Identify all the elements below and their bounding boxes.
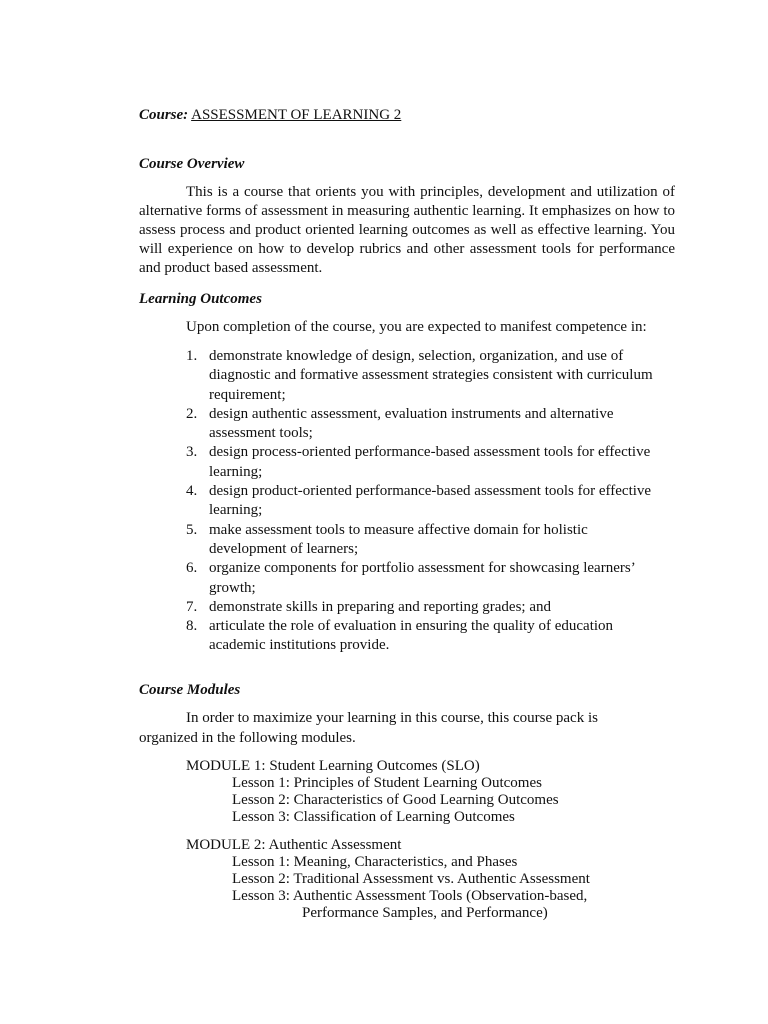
course-modules-intro-line1: In order to maximize your learning in this course, this course pack is [186,710,598,726]
learning-outcomes-list [186,347,656,656]
list-item-text: organize components for portfolio assessment for showcasing learners’ growth; [209,560,635,596]
lesson-item: Lesson 3: Classification of Learning Outcomes [232,809,515,825]
list-item-text: design process-oriented performance-based assessment tools for effective learning; [209,444,651,480]
list-item [186,559,656,598]
list-item [186,443,656,482]
course-overview-text: This is a course that orients you with principles, development and utilization of alternative forms of assessment in measuring authentic learning. It emphasizes on how to assess process and product oriented learning outcomes as well as effective learning. You will experience on how to develop rubrics and other assessment tools for performance and product based assessment. [139,184,675,276]
list-item-number: 8. [186,618,198,635]
lesson-item-continuation: Performance Samples, and Performance) [302,905,548,921]
list-item-text: make assessment tools to measure affective domain for holistic development of learners; [209,521,588,557]
list-item [186,405,656,444]
list-item-number: 3. [186,444,198,461]
list-item-number: 6. [186,560,198,577]
list-item [186,482,656,521]
course-label: Course: [139,107,189,123]
lesson-item: Lesson 2: Characteristics of Good Learning Outcomes [232,792,559,808]
course-overview-heading: Course Overview [139,156,245,172]
list-item-number: 7. [186,598,198,615]
list-item-number: 2. [186,405,198,422]
lesson-item: Lesson 1: Principles of Student Learning Outcomes [232,775,542,791]
module-1-title: MODULE 1: Student Learning Outcomes (SLO) [186,758,480,774]
learning-outcomes-heading: Learning Outcomes [139,291,262,307]
course-modules-heading: Course Modules [139,682,241,698]
lesson-item: Lesson 1: Meaning, Characteristics, and Phases [232,854,518,870]
list-item-number: 1. [186,348,198,364]
course-title-line [139,105,401,125]
module-1-block [186,758,559,826]
learning-outcomes-intro: Upon completion of the course, you are expected to manifest competence in: [186,319,647,335]
module-2-title: MODULE 2: Authentic Assessment [186,837,402,853]
list-item-number: 4. [186,483,198,500]
list-item [186,521,656,560]
list-item-text: demonstrate knowledge of design, selection, organization, and use of diagnostic and formative assessment strategies consistent with curriculum requirement; [209,348,653,403]
module-2-block [186,837,590,922]
list-item-number: 5. [186,521,198,538]
lesson-item: Lesson 3: Authentic Assessment Tools (Observation-based, [232,888,588,904]
list-item [186,347,656,405]
course-title: ASSESSMENT OF LEARNING 2 [191,107,402,123]
course-modules-intro-line2: organized in the following modules. [139,730,356,746]
list-item [186,617,656,656]
lesson-item: Lesson 2: Traditional Assessment vs. Authentic Assessment [232,871,590,887]
list-item-text: design product-oriented performance-based assessment tools for effective learning; [209,483,652,519]
list-item-text: articulate the role of evaluation in ensuring the quality of education academic institutions provide. [209,618,614,654]
list-item-text: design authentic assessment, evaluation instruments and alternative assessment tools; [209,405,614,442]
list-item [186,598,656,617]
list-item-text: demonstrate skills in preparing and reporting grades; and [209,598,551,615]
